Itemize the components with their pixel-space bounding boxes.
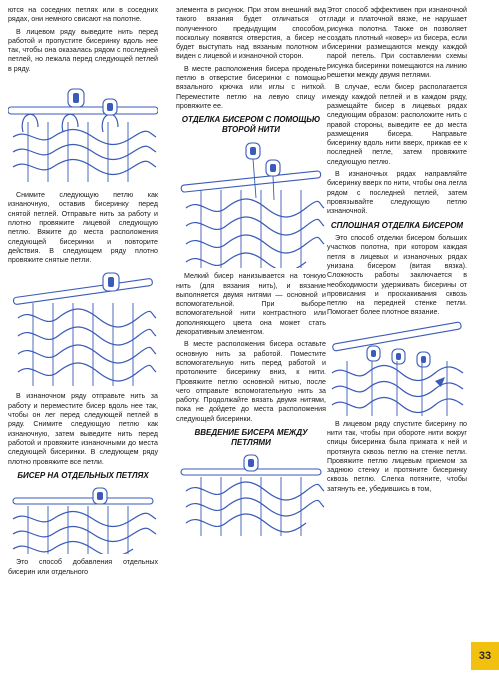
col1-paragraph-3: Снимите следующую петлю как изнаночную, оставив бисеринку перед снятой петлей. Отправьте нить за работу и плотно провяжите лицевой следующую петлю. Вяжите до места расположения следующей бисеринки и повторите действия. В следующем ряду плотно провяжите снятые петли.	[8, 191, 158, 265]
page-number: 33	[471, 642, 499, 670]
col3-paragraph-1: Этот способ эффективен при изнаночной глади и платочной вязке, не нарушает рисунка полотна. Также он позволяет создать плотный «ковер» из бисера, если бисеринки размещаются между каждой парой петель. При составлении схемы рисунка бисеринки помещаются на линию решетки между двумя петлями.	[327, 6, 467, 80]
col3-paragraph-3: В изнаночных рядах направляйте бисеринку вверх по нити, чтобы она легла рядом с последней петлей, затем провязывайте следующую петлю изнаночной.	[327, 170, 467, 216]
illustration-bead-front-knit	[8, 77, 158, 187]
col3-paragraph-2: В случае, если бисер располагается между каждой петлей и в каждом ряду, размещайте бисер в лицевых рядах следующим образом: расположите нить с правой стороны, выведите ее до места размещения бисера. Направьте бисеринку вдоль нити вверх, прижав ее к последней петле, затем провяжите следующую петлю.	[327, 83, 467, 166]
col2-heading-second-thread: ОТДЕЛКА БИСЕРОМ С ПОМОЩЬЮ ВТОРОЙ НИТИ	[181, 115, 321, 134]
col2-paragraph-4: В месте расположения бисера оставьте основную нить за работой. Поместите вспомогательную нить перед работой и протолкните бисеринку вниз, к нити. Провяжите петлю основной нитью, после чего отправьте вспомогательную нить за работу. Продолжайте вязать двумя нитями, пока не дойдете до места расположения следующей бисеринки.	[176, 340, 326, 423]
col2-paragraph-2: В месте расположения бисера проденьте петлю в отверстие бисеринки с помощью вязального крючка или иглы с ниткой. Переместите петлю на левую спицу и провяжите ее.	[176, 64, 326, 110]
illustration-solid-beading	[327, 321, 467, 416]
column-2	[176, 6, 326, 540]
illustration-second-thread	[176, 138, 326, 268]
col1-paragraph-4: В изнаночном ряду отправьте нить за работу и переместите бисер вдоль нее так, чтобы он лег перед следующей петлей в ряду. Снимите следующую петлю как изнаночную, затем выведите нить перед работой и провяжите изнаночными до места следующей бисеринки. В следующем ряду плотно провяжите все петли.	[8, 392, 158, 466]
illustration-beads-on-loops	[8, 484, 158, 554]
right-margin	[471, 0, 499, 700]
col3-paragraph-4: Это способ отделки бисером больших участков полотна, при котором каждая петля в лицевых и изнаночных рядах унизана бисером (витая вязка). Сложность работы заключается в необходимости удерживать бисерины от провисания и проскакивания сквозь петлю на передней стенке петли. Помогает более плотное вязание.	[327, 234, 467, 317]
column-1	[8, 6, 158, 580]
col2-heading-between-loops: ВВЕДЕНИЕ БИСЕРА МЕЖДУ ПЕТЛЯМИ	[194, 428, 308, 447]
col2-paragraph-3: Мелкий бисер нанизывается на тонкую нить (для вязания нить), и вязание выполняется двумя нитями — основной и вспомогательной. При выборе вспомогательной нити контрастного или дополняющего цвета она может стать декоративным элементом.	[176, 272, 326, 337]
col1-paragraph-1: ются на соседних петлях или в соседних рядах, они немного свисают на полотне.	[8, 6, 158, 24]
col1-paragraph-5: Это способ добавления отдельных бисерин или отдельного	[8, 558, 158, 576]
col1-heading-beads-on-loops: БИСЕР НА ОТДЕЛЬНЫХ ПЕТЛЯХ	[17, 470, 149, 480]
illustration-between-loops	[176, 451, 326, 536]
col1-paragraph-2: В лицевом ряду выведите нить перед работой и пропустите бисеринку вдоль нее так, чтобы она оказалась рядом с последней петлей, но лежала перед следующей петлей в ряду.	[8, 27, 158, 73]
col3-paragraph-5: В лицевом ряду спустите бисерину по нити так, чтобы при обороте нити вокруг спицы бисеринка была прижата к ней и протянута сквозь петлю на стенке петли. Провяжите петлю лицевым приемом за заднюю стенку и протяните бисеринку сквозь петлю. Слегка потяните, чтобы затянуть ее, убедившись в том,	[327, 419, 467, 493]
col3-heading-solid-beading: СПЛОШНАЯ ОТДЕЛКА БИСЕРОМ	[330, 220, 464, 230]
column-3	[327, 6, 467, 497]
illustration-bead-slip-stitch	[8, 268, 158, 388]
col2-paragraph-1: элемента в рисунок. При этом внешний вид такого вязания будет отличаться от полученного предыдущим способом, поскольку появятся отверстия, а бисер не будет выступать над вязаным полотном и виден с лицевой и изнаночной сторон.	[176, 6, 326, 61]
